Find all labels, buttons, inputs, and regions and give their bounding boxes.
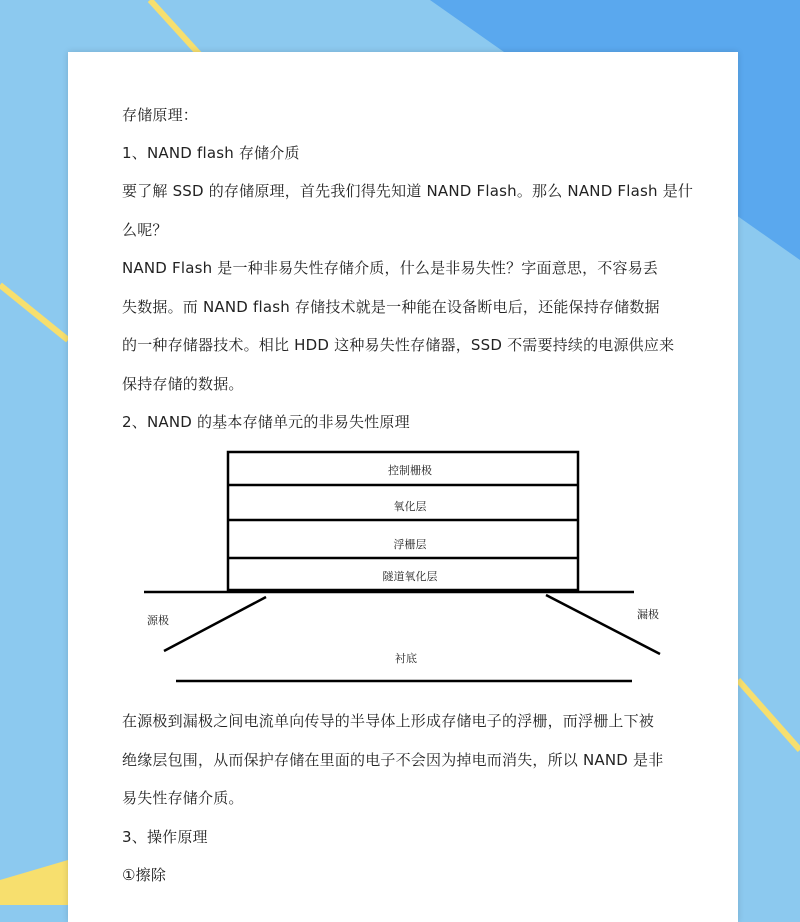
layer-label-control-gate: 控制栅极	[388, 464, 432, 477]
drain-junction-line	[546, 595, 660, 654]
text-line: NAND Flash 是一种非易失性存储介质，什么是非易失性？字面意思，不容易丢	[122, 259, 659, 277]
text-line: 的一种存储器技术。相比 HDD 这种易失性存储器，SSD 不需要持续的电源供应来	[122, 336, 675, 354]
text-line: 易失性存储介质。	[122, 789, 244, 807]
text-line: ①擦除	[122, 866, 167, 884]
text-line: 3、操作原理	[122, 828, 208, 846]
text-line: 1、NAND flash 存储介质	[122, 144, 300, 162]
layer-label-oxide: 氧化层	[393, 500, 427, 513]
text-line: 2、NAND 的基本存储单元的非易失性原理	[122, 413, 410, 431]
text-line: 么呢？	[122, 221, 168, 239]
bg-yellow-stripe-left	[0, 285, 68, 340]
text-line: 绝缘层包围，从而保护存储在里面的电子不会因为掉电而消失，所以 NAND 是非	[122, 751, 664, 769]
source-label: 源极	[147, 614, 169, 627]
text-line: 在源极到漏极之间电流单向传导的半导体上形成存储电子的浮栅，而浮栅上下被	[122, 712, 655, 730]
nand-cell-diagram	[68, 440, 668, 700]
bg-yellow-stripe-right	[738, 680, 800, 750]
layer-label-floating-gate: 浮栅层	[393, 538, 427, 551]
text-line: 存储原理：	[122, 106, 199, 124]
layer-label-tunnel-oxide: 隧道氧化层	[382, 570, 438, 583]
bg-yellow-stripe-top	[150, 0, 200, 55]
bg-yellow-corner	[0, 860, 68, 905]
source-junction-line	[164, 597, 266, 651]
text-line: 要了解 SSD 的存储原理，首先我们得先知道 NAND Flash。那么 NAND Flash 是什	[122, 182, 694, 200]
text-line: 失数据。而 NAND flash 存储技术就是一种能在设备断电后，还能保持存储数据	[122, 298, 660, 316]
substrate-label: 衬底	[395, 652, 417, 665]
drain-label: 漏极	[637, 608, 659, 621]
text-line: 保持存储的数据。	[122, 375, 244, 393]
